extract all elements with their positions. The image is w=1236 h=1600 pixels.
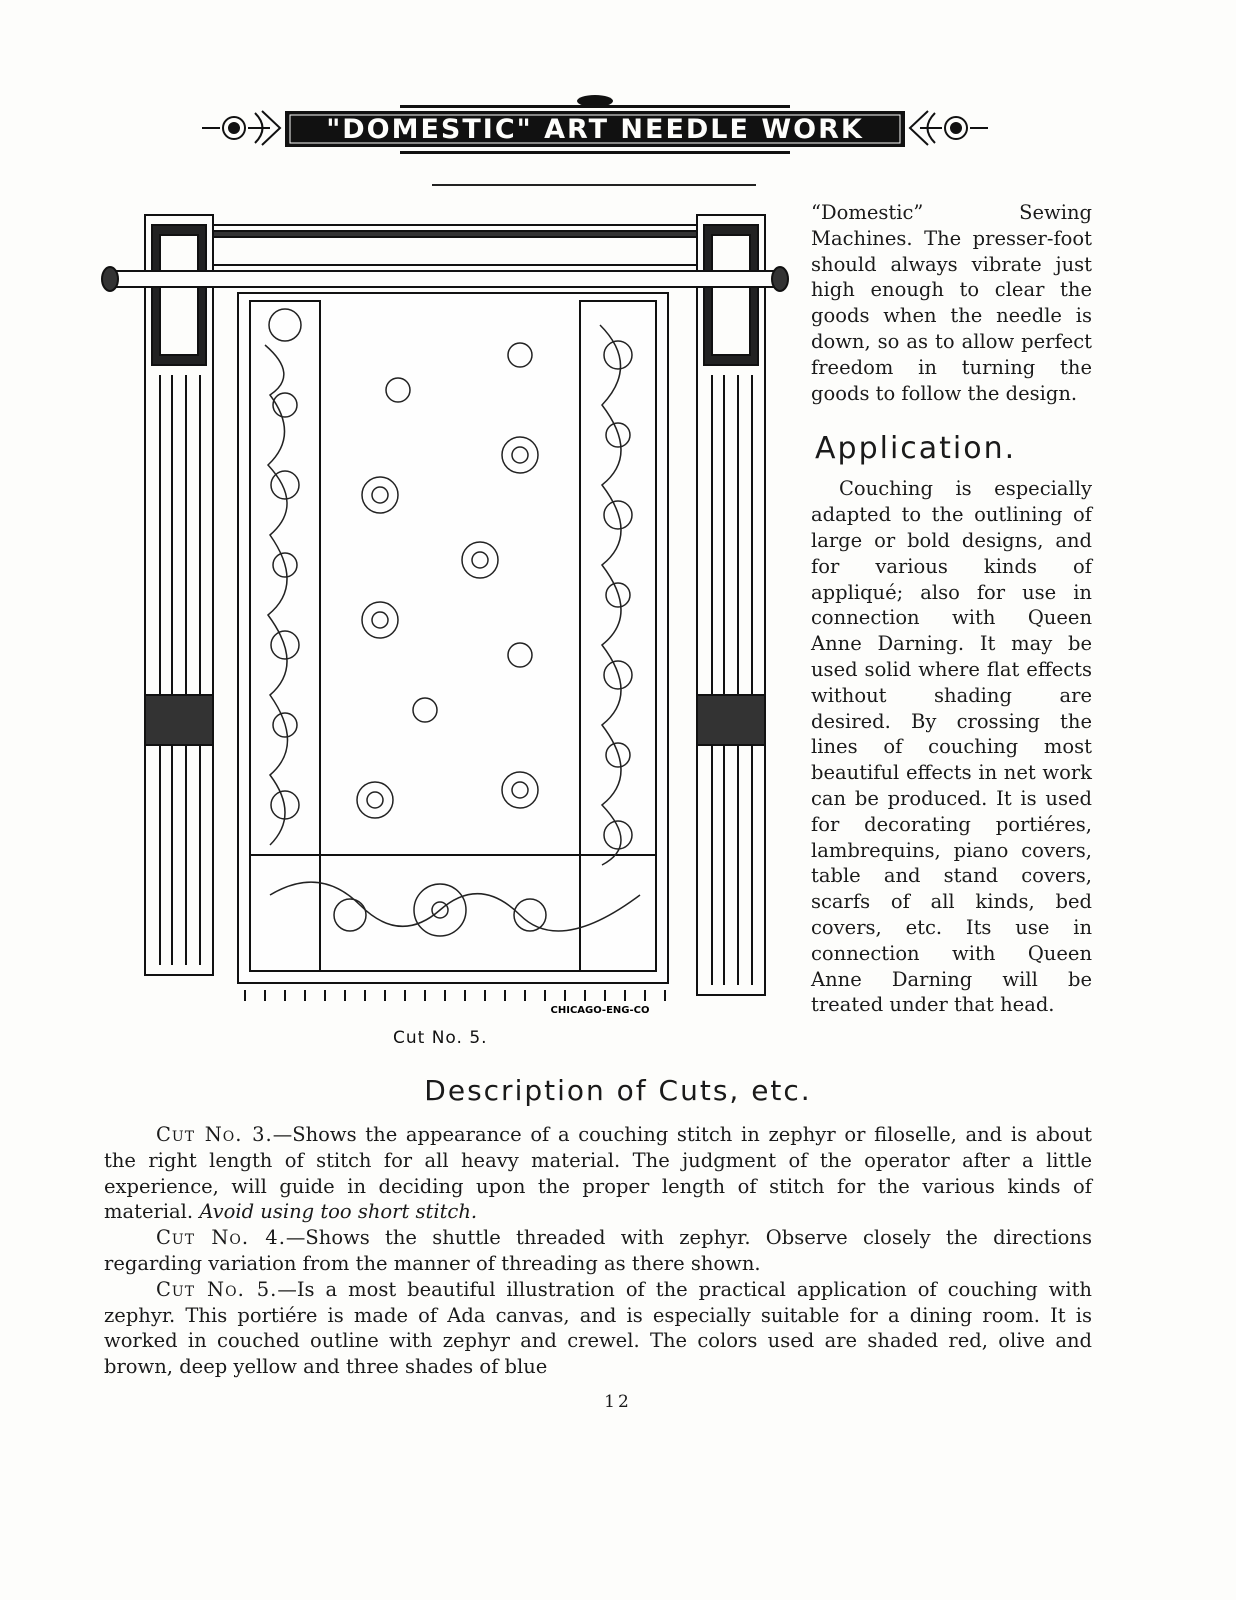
left-pillar <box>145 215 213 975</box>
description-title: Description of Cuts, etc. <box>424 1074 812 1107</box>
sidebar-lead: “Domestic” Sewing Machines. The presser-foot should always vibrate just high enough to clear the goods when the needle is down, so as to allow perfect freedom in turning the goods to follow the design. <box>811 201 1092 405</box>
application-paragraph: Couching is especially adapted to the outlining of large or bold designs, and for various kinds of appliqué; also for use in connection with Queen Anne Darning. It may be used solid where flat effects without shading are desired. By crossing the lines of couching most beautiful effects in net work can be produced. It is used for decorating portiéres, lambrequins, piano covers, table and stand covers, scarfs of all kinds, bed covers, etc. Its use in connection with Queen Anne Darning will be treated under that head. <box>811 477 1092 1017</box>
cut3-text: —Shows the appearance of a couching stitch in zephyr or filoselle, and is about the right length of stitch for all heavy material. The judgment of the operator after a little experience, will guide in deciding upon the proper length of stitch for the various kinds of material. <box>104 1123 1092 1224</box>
cut5-text: —Is a most beautiful illustration of the practical application of couching with zephyr. This portiére is made of Ada canvas, and is especially suitable for a dining room. It is worked in couched outline with zephyr and crewel. The colors used are shaded red, olive and brown, deep yellow and three shades of blue <box>104 1277 1092 1379</box>
cut4-label: Cut No. 4. <box>156 1226 286 1250</box>
header-rule <box>432 184 756 186</box>
fringe <box>245 990 665 1001</box>
cut-caption: Cut No. 5. <box>393 1028 488 1048</box>
curtain-rod <box>102 267 788 291</box>
application-heading: Application. <box>815 431 1017 467</box>
portiere-illustration <box>100 205 790 1025</box>
top-frieze <box>213 225 697 265</box>
cut4-paragraph <box>104 1225 1092 1277</box>
cut3-label: Cut No. 3. <box>156 1123 273 1146</box>
crest-icon <box>400 95 790 108</box>
sidebar-text <box>811 200 1092 1018</box>
curtain-panel <box>238 293 668 983</box>
cut5-paragraph <box>104 1277 1092 1380</box>
header-banner <box>200 93 990 165</box>
right-rosette-icon <box>910 111 988 145</box>
cut5-label: Cut No. 5. <box>156 1277 278 1301</box>
cut4-text: —Shows the shuttle threaded with zephyr. Observe closely the directions regarding variation from the manner of threading as there shown. <box>104 1226 1092 1275</box>
left-rosette-icon <box>202 111 280 145</box>
page-number: 12 <box>604 1392 632 1412</box>
header-title: "DOMESTIC" ART NEEDLE WORK <box>326 114 864 145</box>
cut3-italic: Avoid using too short stitch. <box>199 1200 478 1224</box>
engraver-mark: CHICAGO-ENG-CO <box>550 1005 650 1016</box>
description-body <box>104 1122 1092 1380</box>
cut3-paragraph <box>104 1122 1092 1225</box>
right-pillar <box>697 215 765 995</box>
